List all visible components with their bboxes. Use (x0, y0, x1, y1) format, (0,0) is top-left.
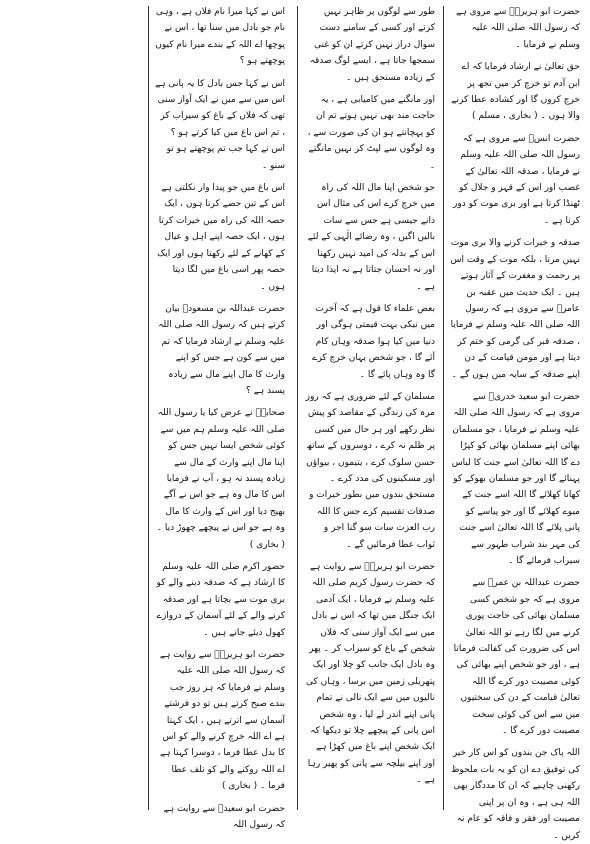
paragraph: جو شخص اپنا مال اللہ کی راہ میں خرچ کرے اس کی مثال اس دانے جیسی ہے جس سے سات بالیں اگیں ، وہ رضائے الٰہی کے لئے اس کے بدلہ کی امید نہیں رکھتا اور نہ احسان جتاتا ہے نہ ایذا دیتا ہے ۔ (307, 183, 435, 292)
text-column-2 (305, 4, 435, 812)
paragraph: حضرت ابو سعید خدریؓ سے مروی ہے کہ رسول اللہ صلی اللہ علیہ وسلم نے فرمایا ، جو مسلمان بھائی اپنے مسلمان بھائی کو کپڑا دے گا اللہ تعالیٰ اسے جنت کا لباس پہنائے گا اور جو مسلمان بھوکے کو کھانا کھلائے گا اللہ اسے جنت کے میوے کھلائے گا اور جو پیاسے کو پانی پلائے گا اللہ تعالیٰ اسے جنت کی مہر بند شراب طہور سے سیراب فرمائے گا ۔ (451, 391, 580, 566)
paragraph: مسلمان کے لئے ضروری ہے کہ روز مرہ کی زندگی کے مقاصد کو پیش نظر رکھے اور ہر حال میں کسی پر ظلم نہ کرے ، دوسروں کے ساتھ حسن سلوک کرے ، یتیموں ، بیواؤں اور مسکینوں کی مدد کرے ۔ مستحق بندوں میں بطور خیرات و صدقات تقسیم کرے جس کا اللہ رب العزت سات سو گنا اجر و ثواب عطا فرمائیں گے ۔ (305, 391, 435, 550)
paragraph: حضرت ابو سعیدؓ سے روایت ہے کہ رسول اللہ (163, 803, 285, 831)
paragraph: اس نے کہا میرا نام فلاں ہے ، وہی نام جو بادل میں سنا تھا ، اس نے پوچھا اے اللہ کے بندے میرا نام کیوں پوچھتے ہو ؟ (155, 7, 285, 67)
paragraph: صدقہ و خیرات کرنے والا بری موت نہیں مرتا ، بلکہ موت کے وقت اس پر رحمت و مغفرت کے آثار ہوتے ہیں ۔ ایک حدیث میں عقبہ بن عامرؓ سے مروی ہے کہ رسول اللہ صلی اللہ علیہ وسلم نے فرمایا ، صدقہ قبر کی گرمی کو ختم کر دیتا ہے اور مومن قیامت کے دن اپنے صدقہ کے سایہ میں ہوں گے ۔ (450, 238, 580, 380)
paragraph: حق تعالیٰ نے ارشاد فرمایا کہ اے ابن آدم تو خرچ کر میں تجھ پر خرچ کروں گا اور کشادہ عطا کرنے والا ہوں ۔ ( بخاری ، مسلم ) (451, 62, 580, 122)
paragraph: حضرت ابو ہریرہؓ سے روایت ہے کہ رسول اللہ صلی اللہ علیہ وسلم نے فرمایا کہ ہر روز جب بندے صبح کرتے ہیں تو دو فرشتے آسمان سے اترتے ہیں ، ایک کہتا ہے اے اللہ خرچ کرنے والے کو اس کا بدل عطا فرما ، دوسرا کہتا ہے اے اللہ روکنے والے کو تلف عطا فرما ۔ ( بخاری ) (159, 650, 285, 792)
paragraph: اللہ پاک جن بندوں کو اس کار خیر کی توفیق دے ان کو یہ بات ملحوظ رکھنی چاہیے کہ ان کا مددگار بھی اللہ ہی ہے ، وہ ان پر اپنی مصیبت اور فقر و فاقہ کو عام نہ کریں ۔ (451, 748, 580, 841)
text-column-3 (155, 4, 285, 831)
column-divider (148, 6, 149, 810)
paragraph: حضرت ابو ہریرہؓ سے روایت ہے کہ حضرت رسول کریم صلی اللہ علیہ وسلم نے فرمایا ، ایک آدمی ایک جنگل میں تھا کہ اس نے بادل میں سے ایک آواز سنی کہ فلاں شخص کے باغ کو سیراب کر ۔ پھر وہ بادل ایک جانب کو چلا اور ایک پتھریلی زمین میں برسا ، وہاں کی نالیوں میں سے ایک نالی نے تمام پانی اپنے اندر لے لیا ، وہ شخص اس پانی کے پیچھے چلا تو دیکھا کہ ایک شخص اپنے باغ میں کھڑا ہے اور اپنے بیلچہ سے پانی کو پھیر رہا ہے ۔ (305, 562, 435, 786)
paragraph: حضرت عبداللہ بن عمرؓ سے مروی ہے کہ جو شخص کسی مسلمان بھائی کی حاجت پوری کرنے میں لگا رہے تو اللہ تعالیٰ اس کی ضرورت کی کفالت فرماتا ہے ، اور جو شخص اپنے بھائی کی کوئی مصیبت دور کرے گا اللہ تعالیٰ قیامت کے دن کی سختیوں میں سے اس کی کوئی سخت مصیبت دور کرے گا ۔ (453, 578, 580, 737)
paragraph: حضرت انسؓ سے مروی ہے کہ رسول اللہ صلی اللہ علیہ وسلم نے فرمایا ، صدقہ اللہ تعالیٰ کے غضب اور اس کے قہر و جلال کو ٹھنڈا کرتا ہے اور بری موت کو دور کرتا ہے ۔ (453, 133, 580, 226)
paragraph: اس باغ میں جو پیدا وار نکلتی ہے اس کے تین حصے کرتا ہوں ، ایک حصہ اللہ کی راہ میں خیرات کرتا ہوں ، ایک حصہ اپنے اہل و عیال کے کھانے کے لئے رکھتا ہوں اور ایک حصہ پھر اسی باغ میں لگا دیتا ہوں ۔ (157, 183, 285, 292)
paragraph: طور سے لوگوں پر ظاہر نہیں کرتے اور کسی کے سامنے دست سوال دراز نہیں کرتے ان کو غنی سمجھا جاتا ہے ، ایسے لوگ صدقہ کے زیادہ مستحق ہیں ۔ (309, 7, 435, 83)
paragraph: حضرت ابو ہریرہؓ سے مروی ہے کہ رسول اللہ صلی اللہ علیہ وسلم نے فرمایا ۔ (456, 7, 580, 50)
paragraph: حضور اکرم صلی اللہ علیہ وسلم کا ارشاد ہے کہ صدقہ دینے والے کو بری موت سے بچاتا ہے اور صدقہ کرنے والے کے لئے آسمان کے دروازے کھول دیئے جاتے ہیں ۔ (156, 562, 285, 638)
text-column-4 (8, 4, 138, 812)
column-divider (443, 6, 444, 810)
paragraph: بعض علماء کا قول ہے کہ آخرت میں نیکی بہت قیمتی ہوگی اور دنیا میں کیا ہوا صدقہ وہاں کام آئے گا ، جو شخص یہاں خرچ کرے گا وہ وہاں پائے گا ۔ (312, 303, 435, 380)
paragraph: اس نے کہا جس بادل کا یہ پانی ہے اس میں سے میں نے ایک آواز سنی تھی کہ فلاں کے باغ کو سیراب کر ، تم اس باغ میں کیا کرتے ہو ؟ اس نے کہا جب تم پوچھتے ہو تو سنو ۔ (155, 78, 285, 171)
column-divider (297, 6, 298, 810)
text-column-1 (450, 4, 580, 841)
paragraph: صحابہؓ نے عرض کیا یا رسول اللہ صلی اللہ علیہ وسلم ہم میں سے کوئی شخص ایسا نہیں جس کو اپنا مال اپنے وارث کے مال سے زیادہ پسند نہ ہو ، آپ نے فرمایا اس کا مال وہ ہے جو اس نے آگے بھیج دیا اور اس کے وارث کا مال وہ ہے جو اس نے پیچھے چھوڑ دیا ۔ ( بخاری ) (156, 408, 285, 550)
paragraph: اور مانگنے میں کامیابی ہے ، یہ حاجت مند بھی نہیں ہوتے تم ان کو پہچانتے ہو ان کی صورت سے ، وہ لوگوں سے لپٹ کر نہیں مانگتے ۔ (307, 95, 435, 171)
paragraph: حضرت عبداللہ بن مسعودؓ بیان کرتے ہیں کہ رسول اللہ صلی اللہ علیہ وسلم نے ارشاد فرمایا کہ تم میں سے کون ہے جس کو اپنے وارث کا مال اپنے مال سے زیادہ پسند ہے ؟ (158, 303, 285, 396)
